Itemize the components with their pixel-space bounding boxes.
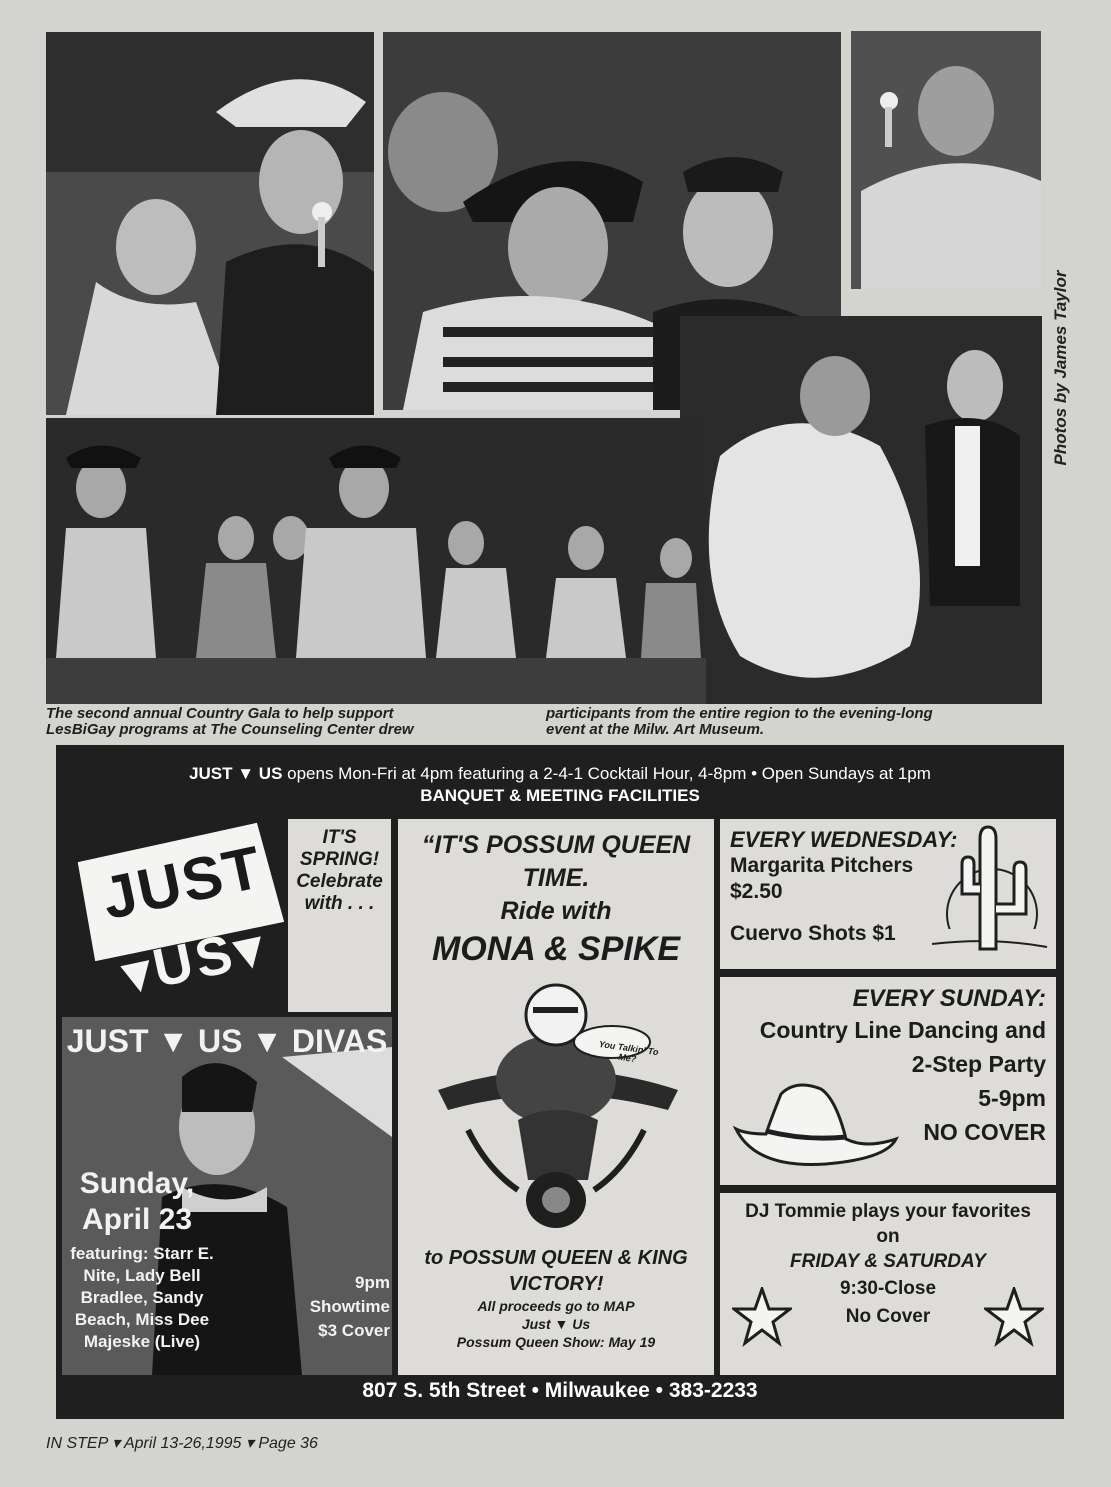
motorcycle-illustration	[398, 970, 714, 1230]
divas-time-2: Showtime	[309, 1297, 390, 1316]
dj-box	[720, 1193, 1056, 1375]
footer-separator-1: ▾	[112, 1435, 124, 1452]
caption-left-line2: LesBiGay programs at The Counseling Center drew	[46, 721, 414, 738]
possum-line-3: Ride with	[500, 897, 612, 925]
wednesday-line-2: $2.50	[730, 880, 783, 903]
caption-left-line1: The second annual Country Gala to help support	[46, 705, 394, 722]
sunday-box	[720, 977, 1056, 1185]
wednesday-box	[720, 819, 1056, 969]
sunday-line-2: 2-Step Party	[911, 1051, 1046, 1077]
possum-line-2: TIME.	[522, 864, 590, 892]
divas-time-1: 9pm	[355, 1273, 390, 1292]
sunday-title: EVERY SUNDAY:	[852, 985, 1046, 1012]
logo-just-text: JUST	[96, 832, 269, 933]
dj-line-3: FRIDAY & SATURDAY	[790, 1251, 986, 1272]
spring-line-1: IT'S	[322, 827, 357, 848]
sunday-line-1: Country Line Dancing and	[759, 1017, 1046, 1043]
divas-feat-5: Majeske (Live)	[83, 1332, 201, 1351]
divas-showtime	[298, 1271, 390, 1343]
ad-banquet-line: BANQUET & MEETING FACILITIES	[420, 786, 700, 805]
spring-line-4: with . . .	[304, 893, 375, 914]
speech-bubble-text: You Talkin' To Me?	[598, 1038, 660, 1065]
possum-line-5: to POSSUM QUEEN & KING	[424, 1247, 688, 1269]
page-footer	[46, 1433, 318, 1453]
divas-date: April 23	[81, 1203, 193, 1236]
caption-right-line2: event at the Milw. Art Museum.	[546, 721, 765, 738]
caption-left	[46, 706, 526, 738]
footer-page: Page 36	[258, 1435, 318, 1452]
spring-box	[288, 819, 391, 1012]
logo-us-text: ▾US▾	[117, 916, 272, 1006]
dj-line-2: on	[876, 1226, 900, 1247]
star-left-icon	[732, 1287, 792, 1347]
divas-box	[62, 1017, 392, 1375]
footer-date: April 13-26,1995	[123, 1435, 242, 1452]
divas-feat-4: Beach, Miss Dee	[74, 1310, 210, 1329]
divas-feat-3: Bradlee, Sandy	[80, 1288, 204, 1307]
divas-performers	[62, 1243, 222, 1353]
spring-line-3: Celebrate	[296, 871, 383, 892]
divas-day: Sunday,	[79, 1167, 195, 1200]
photo-dancing-couple	[680, 316, 1042, 704]
possum-line-1: “IT'S POSSUM QUEEN	[421, 831, 691, 859]
photo-line-dance-group	[46, 418, 706, 704]
footer-publication: IN STEP	[46, 1435, 108, 1452]
divas-feat-2: Nite, Lady Bell	[83, 1266, 201, 1285]
footer-separator-2: ▾	[245, 1435, 259, 1452]
possum-queen-box	[398, 819, 714, 1375]
caption-right-line1: participants from the entire region to the evening-long	[546, 705, 933, 722]
ad-top-line	[56, 763, 1064, 807]
star-right-icon	[984, 1287, 1044, 1347]
ad-top-hours: opens Mon-Fri at 4pm featuring a 2-4-1 Cocktail Hour, 4-8pm • Open Sundays at 1pm	[282, 764, 931, 783]
wednesday-line-3: Cuervo Shots $1	[730, 922, 896, 945]
ad-top-brand: JUST ▼ US	[189, 764, 283, 783]
cowboy-hat-illustration	[726, 1059, 906, 1179]
dj-line-4: 9:30-Close	[839, 1278, 937, 1299]
possum-line-6: VICTORY!	[508, 1273, 604, 1295]
ad-address: 807 S. 5th Street • Milwaukee • 383-2233	[362, 1379, 758, 1402]
caption-right	[546, 706, 1046, 738]
possum-line-7: All proceeds go to MAP	[477, 1298, 635, 1314]
photo-man-with-microphone	[851, 31, 1041, 289]
possum-line-9: Possum Queen Show: May 19	[456, 1334, 656, 1350]
dj-line-1: DJ Tommie plays your favorites	[745, 1201, 1031, 1222]
possum-bottom	[398, 1245, 714, 1351]
just-us-advertisement	[56, 745, 1064, 1419]
wednesday-title: EVERY WEDNESDAY:	[730, 827, 958, 852]
photo-credit: Photos by James Taylor	[1051, 270, 1070, 466]
divas-time-3: $3 Cover	[318, 1321, 390, 1340]
photo-cowboy-with-microphone	[46, 32, 374, 415]
dj-line-5: No Cover	[845, 1306, 931, 1327]
possum-mona-spike: MONA & SPIKE	[431, 930, 681, 968]
possum-line-8: Just ▼ Us	[521, 1316, 591, 1332]
divas-feat-1: featuring: Starr E.	[70, 1244, 214, 1263]
wednesday-line-1: Margarita Pitchers	[730, 854, 914, 877]
sunday-line-4: NO COVER	[923, 1119, 1046, 1145]
divas-title: JUST ▼ US ▼ DIVAS	[66, 1023, 388, 1059]
sunday-line-3: 5-9pm	[978, 1085, 1046, 1111]
spring-line-2: SPRING!	[299, 849, 380, 870]
